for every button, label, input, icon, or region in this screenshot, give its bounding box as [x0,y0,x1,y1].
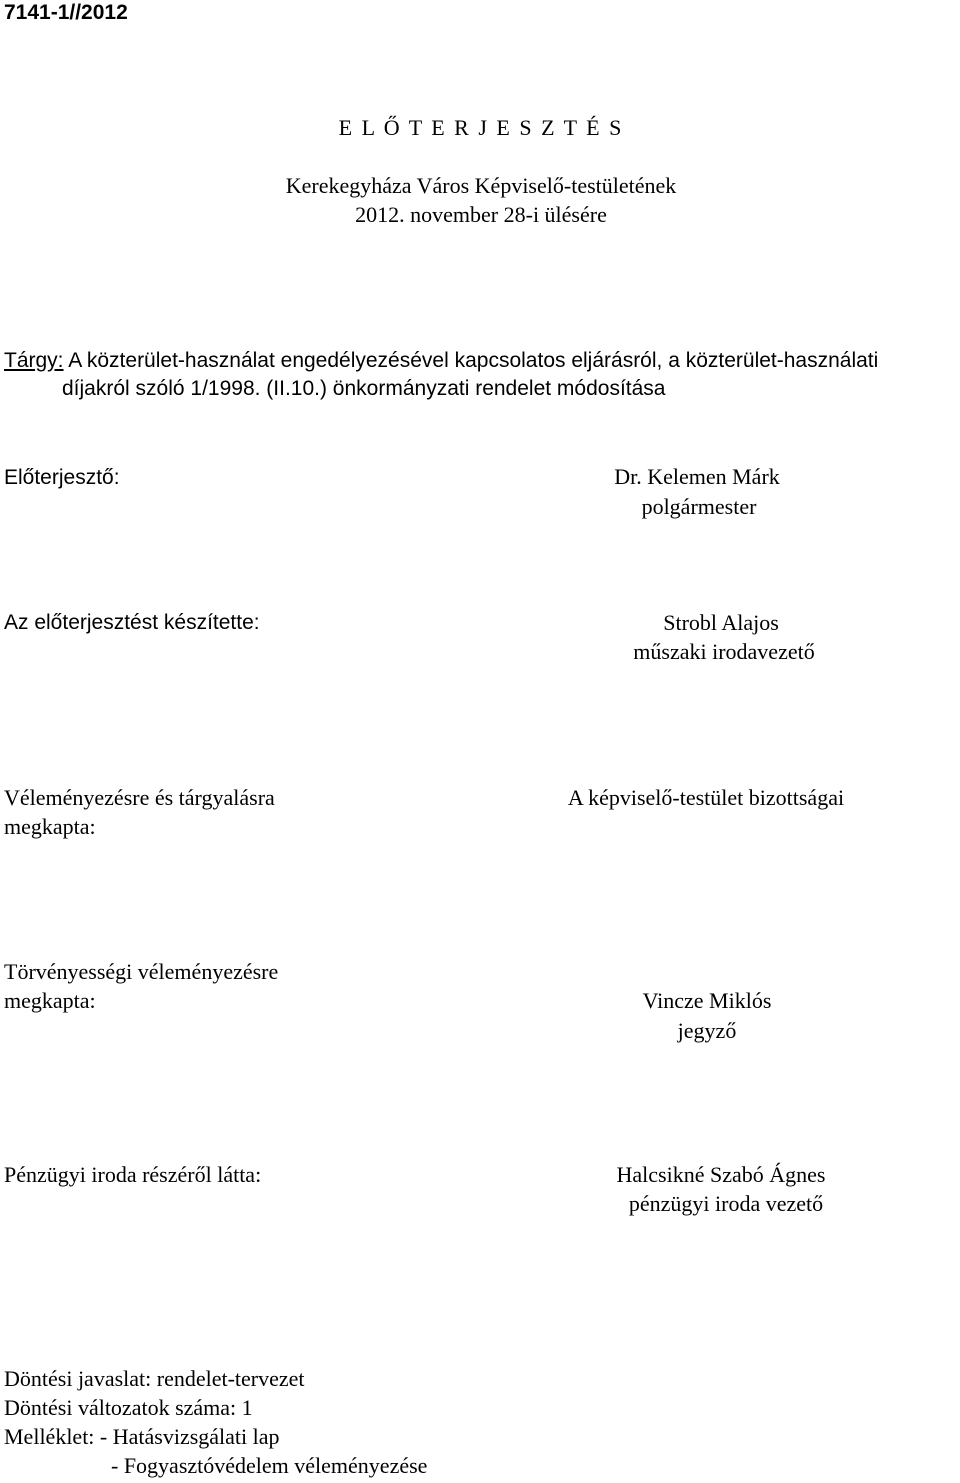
attachment-line-1: Melléklet: - Hatásvizsgálati lap [4,1424,280,1449]
document-heading: E L Ő T E R J E S Z T É S [338,115,624,140]
subject-text-1: A közterület-használat engedélyezésével kapcsolatos eljárásról, a közterület-használati [63,349,879,372]
submitter-label: Előterjesztő: [4,466,120,489]
legality-label-line-2: megkapta: [4,988,96,1013]
finance-name: Halcsikné Szabó Ágnes [616,1162,826,1187]
decision-proposal: Döntési javaslat: rendelet-tervezet [4,1366,305,1391]
submitter-name: Dr. Kelemen Márk [614,464,780,489]
prepared-by-label: Az előterjesztést készítette: [4,611,260,634]
submitter-title: polgármester [641,494,757,519]
addressee-line-2: 2012. november 28-i ülésére [355,202,607,227]
subject-label: Tárgy: [4,349,64,372]
addressee-line-1: Kerekegyháza Város Képviselő-testületének [285,173,677,198]
finance-label: Pénzügyi iroda részéről látta: [4,1162,262,1187]
document-reference: 7141-1//2012 [4,1,128,24]
attachment-line-2: - Fogyasztóvédelem véleményezése [111,1453,428,1478]
review-label-line-2: megkapta: [4,814,96,839]
review-value: A képviselő-testület bizottságai [567,785,845,810]
legality-title: jegyző [677,1018,737,1043]
prepared-by-name: Strobl Alajos [663,610,779,635]
review-label-line-1: Véleményezésre és tárgyalásra [4,785,275,810]
finance-title: pénzügyi iroda vezető [628,1191,824,1216]
subject-line-2: díjakról szóló 1/1998. (II.10.) önkormányzati rendelet módosítása [62,377,666,400]
legality-label-line-1: Törvényességi véleményezésre [4,959,279,984]
subject-line-1 [4,350,878,371]
decision-variants: Döntési változatok száma: 1 [4,1395,253,1420]
legality-name: Vincze Miklós [642,988,772,1013]
prepared-by-title: műszaki irodavezető [633,639,815,664]
